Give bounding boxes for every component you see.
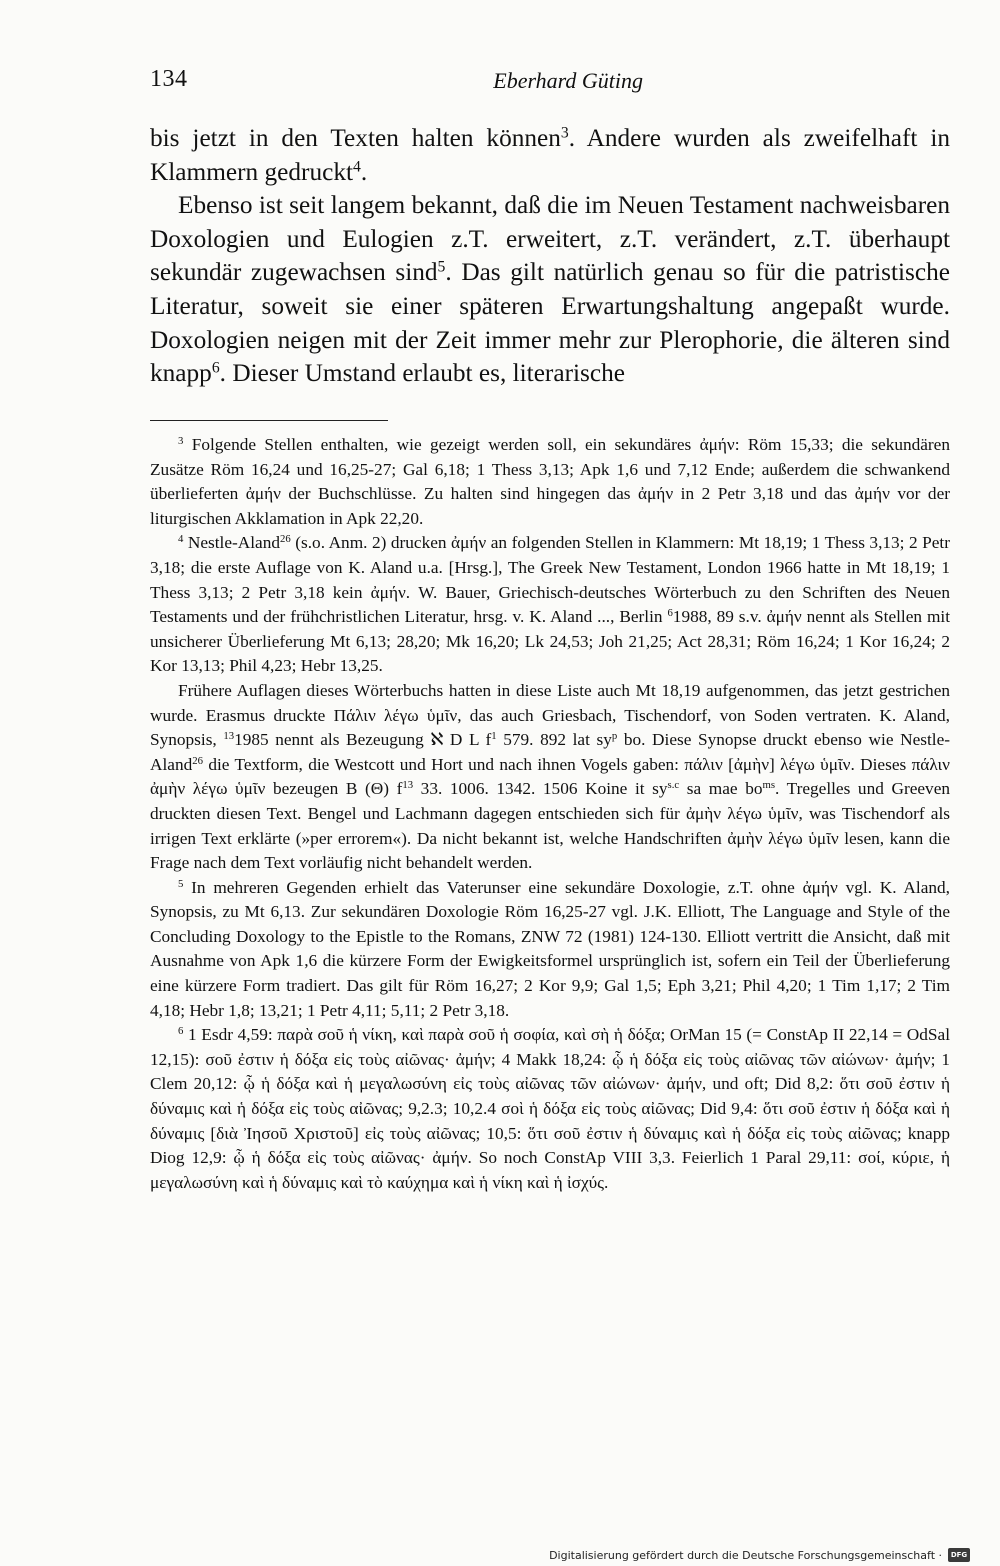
paragraph-1: bis jetzt in den Texten halten können$^3$. Andere wurden als zweifelhaft in Klammern gedruckt$^4$. xyxy=(150,124,951,186)
footnote-4: $^4$ Nestle-Aland$^{26}$ (s.o. Anm. 2) drucken ἀμήν an folgenden Stellen in Klammern: Mt 18,19; 1 Thess 3,13; 2 Petr 3,18; die erste Auflage von K. Aland u.a. [Hrsg.], The Greek New Testament, London 1966 hatte in Mt 18,19; 1 Thess 3,13; 2 Petr 3,18 kein ἀμήν. W. Bauer, Griechisch-deutsches Wörterbuch zu den Schriften des Neuen Testaments und der frühchristlichen Literatur, hrsg. v. K. Aland ..., Berlin $^6$1988, 89 s.v. ἀμήν nennt als Stellen mit unsicherer Überlieferung Mt 6,13; 28,20; Mk 16,20; Lk 24,53; Joh 21,25; Act 28,31; Röm 16,24; 1 Kor 16,24; 2 Kor 13,13; Phil 4,23; Hebr 13,25. xyxy=(150,533,951,676)
paragraph-2: Ebenso ist seit langem bekannt, daß die im Neuen Testament nachweisbaren Doxologien und Eulogien z.T. erweitert, z.T. verändert, z.T. überhaupt sekundär zugewachsen sind$^5$. Das gilt natürlich genau so für die patristische Literatur, soweit sie einer späteren Erwartungshaltung angepaßt wurde. Doxologien neigen mit der Zeit immer mehr zur Plerophorie, die älteren sind knapp$^6$. Dieser Umstand erlaubt es, literarische xyxy=(150,191,951,388)
footnote-ref-4: 4 xyxy=(353,157,361,175)
page-header xyxy=(150,66,950,106)
digitization-credit: Digitalisierung gefördert durch die Deutsche Forschungsgemeinschaft · xyxy=(549,1548,942,1562)
dfg-logo-icon: DFG xyxy=(948,1548,970,1562)
main-text xyxy=(150,122,950,391)
page-number: 134 xyxy=(150,66,188,92)
footnote-5: $^5$ In mehreren Gegenden erhielt das Vaterunser eine sekundäre Doxologie, z.T. ohne ἀμήν vgl. K. Aland, Synopsis, zu Mt 6,13. Zur sekundären Doxologie Röm 16,25-27 vgl. J.K. Elliott, The Language and Style of the Concluding Doxology to the Epistle to the Romans, ZNW 72 (1981) 124-130. Elliott vertritt die Ansicht, daß mit Ausnahme von Apk 1,6 die kürzere Form der Ewigkeitsformel ursprünglich ist, sofern ein Teil der Überlieferung eine kürzere Form tradiert. Das gilt für Röm 16,27; 2 Kor 9,9; Gal 1,5; Eph 3,21; Phil 4,20; 1 Tim 1,17; 2 Tim 4,18; Hebr 1,8; 13,21; 1 Petr 4,11; 5,11; 2 Petr 3,18. xyxy=(150,877,950,1020)
footnote-ref-6: 6 xyxy=(211,359,220,377)
running-head: Eberhard Güting xyxy=(493,68,643,93)
digitization-footer xyxy=(549,1544,970,1566)
footnote-3: $^3$ Folgende Stellen enthalten, wie gezeigt werden soll, ein sekundäres ἀμήν: Röm 15,33; die sekundären Zusätze Röm 16,24 und 16,25-27; Gal 6,18; 1 Thess 3,13; Apk 1,6 und 7,12 Ende; außerdem die schwankend überlieferten ἀμήν der Buchschlüsse. Zu halten sind hingegen das ἀμήν in 2 Petr 3,18 und das ἀμήν vor der liturgischen Akklamation in Apk 22,20. xyxy=(150,435,950,528)
footnotes xyxy=(150,433,950,1195)
footnote-divider xyxy=(150,420,388,421)
footnote-4-continued: Frühere Auflagen dieses Wörterbuchs hatten in diese Liste auch Mt 18,19 aufgenommen, das jetzt gestrichen wurde. Erasmus druckte Πάλιν λέγω ὑμῖν, das auch Griesbach, Tischendorf, von Soden vertraten. K. Aland, Synopsis, $^{13}$1985 nennt als Bezeugung ℵ D L $f^1$ 579. 892 lat $sy^p$ bo. Diese Synopse druckt ebenso wie Nestle-Aland$^{26}$ die Textform, die Westcott und Hort und nach ihnen Vogels gaben: πάλιν [ἀμὴν] λέγω ὑμῖν. Dieses πάλιν ἀμὴν λέγω ὑμῖν bezeugen B (Θ) $f^{13}$ 33. 1006. 1342. 1506 Koine it $sy^{s.c}$ sa mae $bo^{ms}$. Tregelles und Greeven druckten diesen Text. Bengel und Lachmann dagegen entschieden sich für ἀμὴν λέγω ὑμῖν, was Tischendorf als irrigen Text erklärte (»per errorem«). Da nicht bekannt ist, welche Handschriften ἀμὴν λέγω ὑμῖν lesen, kann die Frage nach dem Text vorläufig nicht behandelt werden. xyxy=(150,680,951,873)
footnote-6: $^6$ 1 Esdr 4,59: παρὰ σοῦ ἡ νίκη, καὶ παρὰ σοῦ ἡ σοφία, καὶ σὴ ἡ δόξα; OrMan 15 (= ConstAp II 22,14 = OdSal 12,15): σοῦ ἐστιν ἡ δόξα εἰς τοὺς αἰῶνας· ἀμήν; 4 Makk 18,24: ᾧ ἡ δόξα εἰς τοὺς αἰῶνας τῶν αἰώνων· ἀμήν; 1 Clem 20,12: ᾧ ἡ δόξα καὶ ἡ μεγαλωσύνη εἰς τοὺς αἰῶνας τῶν αἰώνων· ἀμήν, und oft; Did 8,2: ὅτι σοῦ ἐστιν ἡ δύναμις καὶ ἡ δόξα εἰς τοὺς αἰῶνας; 9,2.3; 10,2.4 σοὶ ἡ δόξα εἰς τοὺς αἰῶνας; Did 9,4: ὅτι σοῦ ἐστιν ἡ δόξα καὶ ἡ δύναμις [διὰ Ἰησοῦ Χριστοῦ] εἰς τοὺς αἰῶνας; 10,5: ὅτι σοῦ ἐστιν ἡ δύναμις καὶ ἡ δόξα εἰς τοὺς αἰῶνας; knapp Diog 12,9: ᾧ ἡ δόξα εἰς τοὺς αἰῶνας· ἀμήν. So noch ConstAp VIII 3,3. Feierlich 1 Paral 29,11: σοί, κύριε, ἡ μεγαλωσύνη καὶ ἡ δύναμις καὶ τὸ καύχημα καὶ ἡ νίκη καὶ ἡ ἰσχύς. xyxy=(150,1025,950,1192)
footnote-ref-3: 3 xyxy=(560,124,569,142)
footnote-ref-5: 5 xyxy=(437,258,446,276)
